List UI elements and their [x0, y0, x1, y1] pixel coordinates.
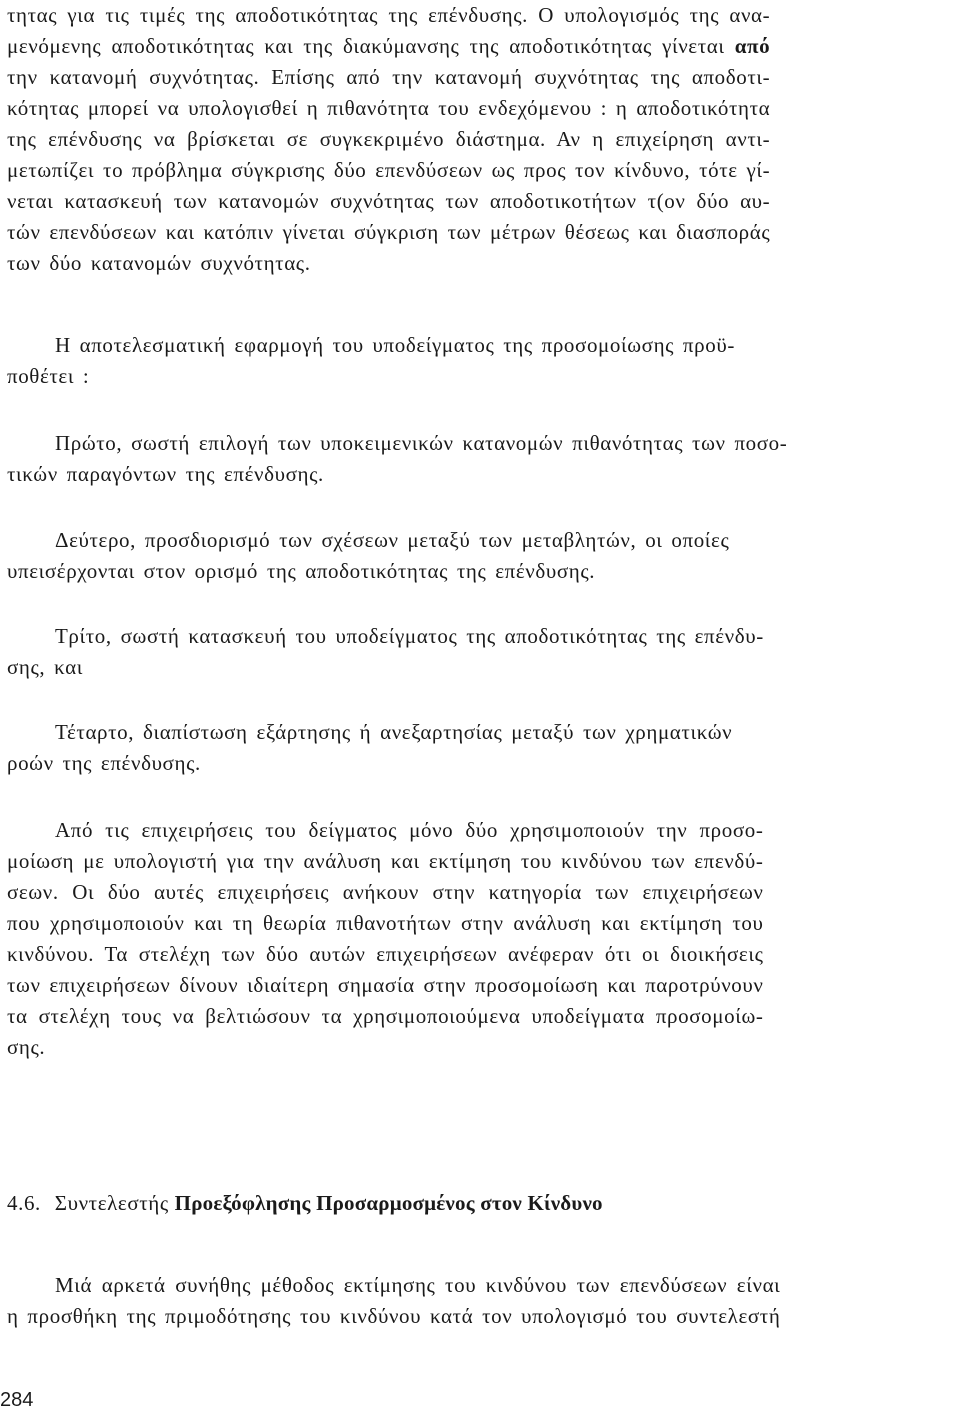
text-line: των δύο κατανομών συχνότητας. — [7, 251, 311, 275]
section-number: 4.6. — [7, 1191, 41, 1215]
paragraph-first — [7, 428, 787, 490]
paragraph-sample-companies — [7, 815, 763, 1063]
text-line: την κατανομή συχνότητας. Επίσης από την κατανομή συχνότητας της αποδοτι- — [7, 65, 771, 89]
text-line: κότητας μπορεί να υπολογισθεί η πιθανότητα του ενδεχόμενου : η αποδοτικότητα — [7, 96, 771, 120]
text-line: σεων. Οι δύο αυτές επιχειρήσεις ανήκουν στην κατηγορία των επιχειρήσεων — [7, 880, 764, 904]
text-line: μοίωση με υπολογιστή για την ανάλυση και εκτίμηση του κινδύνου των επενδύ- — [7, 849, 764, 873]
text-line: Από τις επιχειρήσεις του δείγματος μόνο δύο χρησιμοποιούν την προσο- — [55, 818, 764, 842]
text-line: τών επενδύσεων και κατόπιν γίνεται σύγκριση των μέτρων θέσεως και διασποράς — [7, 220, 771, 244]
section-heading — [7, 1188, 603, 1219]
paragraph-second — [7, 525, 729, 587]
page-number: 284 — [0, 1389, 34, 1411]
section-title-bold: Προεξόφλησης Προσαρμοσμένος στον Κίνδυνο — [174, 1191, 603, 1215]
text-line: μετωπίζει το πρόβλημα σύγκρισης δύο επενδύσεων ως προς τον κίνδυνο, τότε γί- — [7, 158, 771, 182]
text-line: κινδύνου. Τα στελέχη των δύο αυτών επιχειρήσεων ανέφεραν ότι οι διοικήσεις — [7, 942, 764, 966]
text-line: της επένδυσης να βρίσκεται σε συγκεκριμένο διάστημα. Αν η επιχείρηση αντι- — [7, 127, 771, 151]
text-line: τητας για τις τιμές της αποδοτικότητας της επένδυσης. Ο υπολογισμός της ανα- — [7, 3, 771, 27]
text-line: Τέταρτο, διαπίστωση εξάρτησης ή ανεξαρτησίας μεταξύ των χρηματικών — [55, 720, 733, 744]
section-title-prefix: Συντελεστής — [54, 1191, 169, 1215]
text-line: Μιά αρκετά συνήθης μέθοδος εκτίμησης του κινδύνου των επενδύσεων είναι — [55, 1273, 781, 1297]
text-line: Δεύτερο, προσδιορισμό των σχέσεων μεταξύ των μεταβλητών, οι οποίες — [55, 528, 730, 552]
text-line: σης, και — [7, 655, 83, 679]
text-line: υπεισέρχονται στον ορισμό της αποδοτικότητας της επένδυσης. — [7, 559, 596, 583]
text-line: των επιχειρήσεων δίνουν ιδιαίτερη σημασία στην προσομοίωση και παροτρύνουν — [7, 973, 764, 997]
text-line: τικών παραγόντων της επένδυσης. — [7, 462, 324, 486]
text-segment: μενόμενης αποδοτικότητας και της διακύμανσης της αποδοτικότητας γίνεται — [7, 34, 725, 58]
paragraph-third — [7, 621, 764, 683]
text-line: νεται κατασκευή των κατανομών συχνότητας των αποδοτικοτήτων τ(ον δύο αυ- — [7, 189, 771, 213]
text-line: σης. — [7, 1035, 46, 1059]
text-line: η προσθήκη της πριμοδότησης του κινδύνου κατά τον υπολογισμό του συντελεστή — [7, 1304, 781, 1328]
text-line: ποθέτει : — [7, 364, 90, 388]
text-line: που χρησιμοποιούν και τη θεωρία πιθανοτήτων στην ανάλυση και εκτίμηση του — [7, 911, 764, 935]
paragraph-prerequisites — [7, 330, 735, 392]
text-line: Τρίτο, σωστή κατασκευή του υποδείγματος της αποδοτικότητας της επένδυ- — [55, 624, 764, 648]
text-line — [7, 31, 770, 62]
text-line: Πρώτο, σωστή επιλογή των υποκειμενικών κατανομών πιθανότητας των ποσο- — [55, 431, 788, 455]
text-line: τα στελέχη τους να βελτιώσουν τα χρησιμοποιούμενα υποδείγματα προσομοίω- — [7, 1004, 764, 1028]
paragraph-risk-premium — [7, 1270, 780, 1332]
text-line: Η αποτελεσματική εφαρμογή του υποδείγματος της προσομοίωσης προϋ- — [55, 333, 735, 357]
text-line: ροών της επένδυσης. — [7, 751, 201, 775]
paragraph-fourth — [7, 717, 732, 779]
bold-word: από — [734, 34, 771, 58]
paragraph-simulation-frequency — [7, 0, 770, 279]
